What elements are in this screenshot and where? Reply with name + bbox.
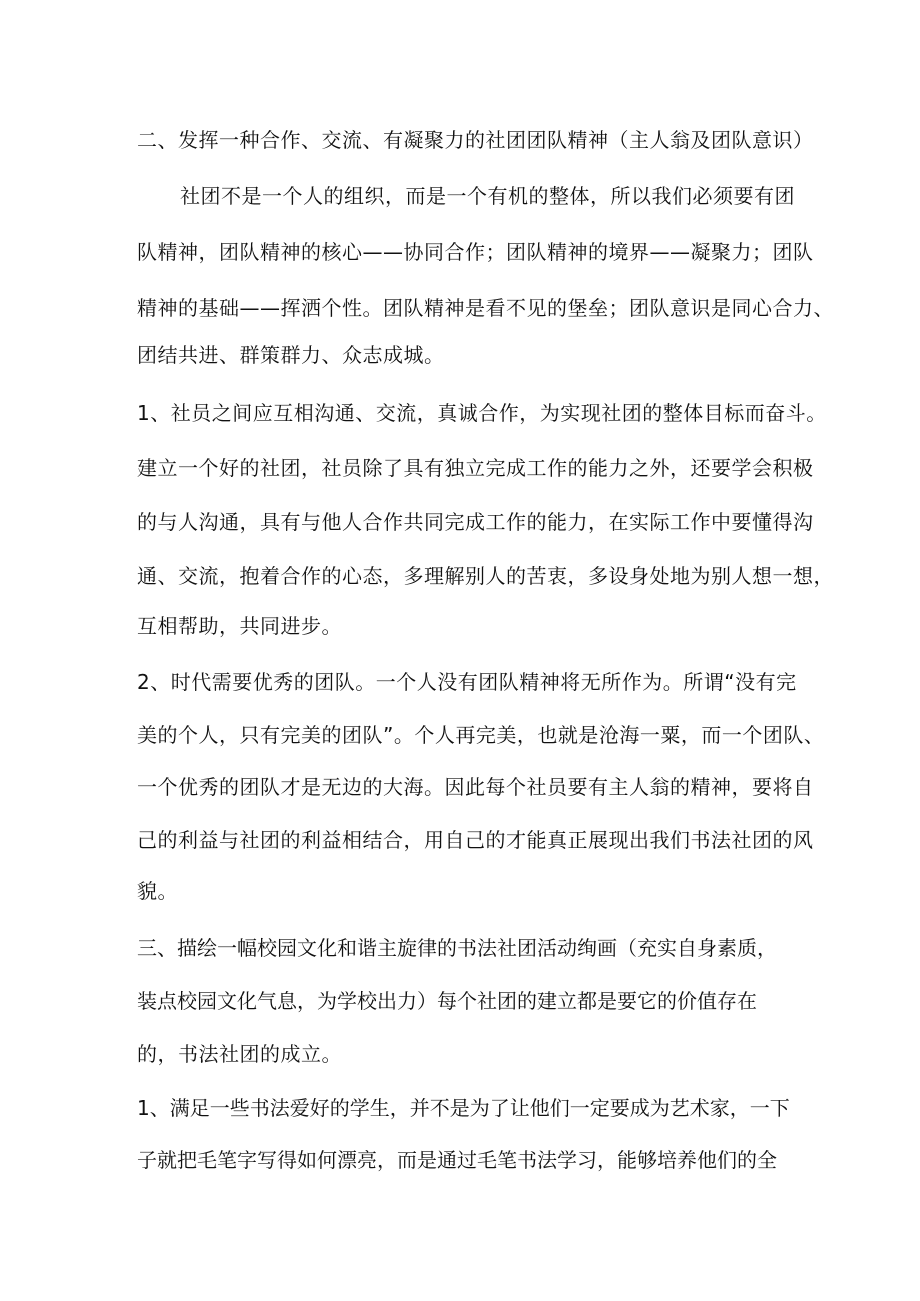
paragraph-line: 队精神，团队精神的核心——协同合作；团队精神的境界——凝聚力；团队 [137,240,814,264]
paragraph-line: 貌。 [137,879,178,903]
paragraph-line: 建立一个好的社团，社员除了具有独立完成工作的能力之外，还要学会积极 [137,456,814,480]
section-heading-3: 三、描绘一幅校园文化和谐主旋律的书法社团活动绚画（充实自身素质， [137,936,777,960]
paragraph-line: 美的个人，只有完美的团队”。个人再完美，也就是沧海一粟，而一个团队、 [137,723,825,747]
list-item-1: 1、社员之间应互相沟通、交流，真诚合作，为实现社团的整体目标而奋斗。 [137,401,827,425]
paragraph-line: 装点校园文化气息，为学校出力）每个社团的建立都是要它的价值存在 [137,989,757,1013]
list-item-1b: 1、满足一些书法爱好的学生，并不是为了让他们一定要成为艺术家，一下 [137,1096,790,1120]
paragraph-line: 子就把毛笔字写得如何漂亮，而是通过毛笔书法学习，能够培养他们的全 [137,1148,777,1172]
paragraph-line: 团结共进、群策群力、众志成城。 [137,343,445,367]
paragraph-line: 精神的基础——挥洒个性。团队精神是看不见的堡垒；团队意识是同心合力、 [137,296,834,320]
paragraph-line: 己的利益与社团的利益相结合，用自己的才能真正展现出我们书法社团的风 [137,828,814,852]
paragraph-line: 的与人沟通，具有与他人合作共同完成工作的能力，在实际工作中要懂得沟 [137,510,814,534]
paragraph-line: 的，书法社团的成立。 [137,1042,342,1066]
list-item-2: 2、时代需要优秀的团队。一个人没有团队精神将无所作为。所谓“没有完 [137,670,797,694]
paragraph-line: 互相帮助，共同进步。 [137,614,342,638]
section-heading-2: 二、发挥一种合作、交流、有凝聚力的社团团队精神（主人翁及团队意识） [137,128,814,152]
paragraph-line: 通、交流，抱着合作的心态，多理解别人的苦衷，多设身处地为别人想一想， [137,564,834,588]
paragraph-line: 一个优秀的团队才是无边的大海。因此每个社员要有主人翁的精神，要将自 [137,775,814,799]
paragraph-line: 社团不是一个人的组织，而是一个有机的整体，所以我们必须要有团 [180,184,795,208]
